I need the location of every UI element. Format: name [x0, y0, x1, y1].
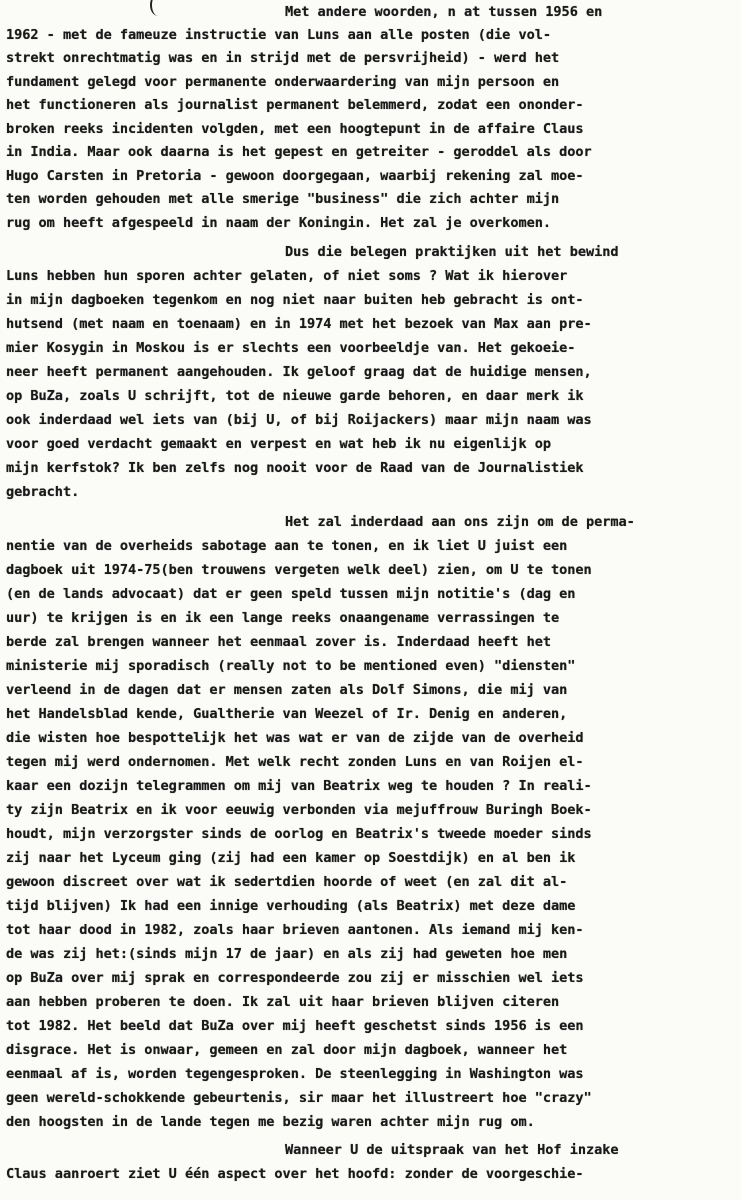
text-line: houdt, mijn verzorgster sinds de oorlog en Beatrix's tweede moeder sinds — [6, 826, 592, 842]
text-line: hutsend (met naam en toenaam) en in 1974 met het bezoek van Max aan pre- — [6, 316, 592, 332]
text-line: strekt onrechtmatig was en in strijd met de persvrijheid) - werd het — [6, 50, 560, 66]
text-line: mier Kosygin in Moskou is er slechts een voorbeeldje van. Het gekoeie- — [6, 340, 576, 356]
text-line: aan hebben proberen te doen. Ik zal uit haar brieven blijven citeren — [6, 994, 560, 1010]
text-line: (en de lands advocaat) dat er geen speld tussen mijn notitie's (dag en — [6, 586, 576, 602]
text-line: kaar een dozijn telegrammen om mij van Beatrix weg te houden ? In reali- — [6, 778, 592, 794]
text-line: het Handelsblad kende, Gualtherie van Weezel of Ir. Denig en anderen, — [6, 706, 568, 722]
text-line: op BuZa over mij sprak en correspondeerde zou zij er misschien wel iets — [6, 970, 584, 986]
text-line: den hoogsten in de lande tegen me bezig waren achter mijn rug om. — [6, 1114, 535, 1130]
text-line: die wisten hoe bespottelijk het was wat er van de zijde van de overheid — [6, 730, 584, 746]
pen-mark — [150, 0, 166, 16]
text-line: gebracht. — [6, 484, 80, 500]
text-line: tijd blijven) Ik had een innige verhouding (als Beatrix) met deze dame — [6, 898, 576, 914]
text-line: tot 1982. Het beeld dat BuZa over mij heeft geschetst sinds 1956 is een — [6, 1018, 584, 1034]
text-line: verleend in de dagen dat er mensen zaten als Dolf Simons, die mij van — [6, 682, 568, 698]
text-line: eenmaal af is, worden tegengesproken. De steenlegging in Washington was — [6, 1066, 584, 1082]
text-line: in mijn dagboeken tegenkom en nog niet naar buiten heb gebracht is ont- — [6, 292, 584, 308]
text-line: tegen mij werd ondernomen. Met welk recht zonden Luns en van Roijen el- — [6, 754, 584, 770]
text-line: berde zal brengen wanneer het eenmaal zover is. Inderdaad heeft het — [6, 634, 551, 650]
text-line: mijn kerfstok? Ik ben zelfs nog nooit voor de Raad van de Journalistiek — [6, 460, 584, 476]
text-line: geen wereld-schokkende gebeurtenis, sir maar het illustreert hoe "crazy" — [6, 1090, 592, 1106]
text-line: Hugo Carsten in Pretoria - gewoon doorgegaan, waarbij rekening zal moe- — [6, 168, 584, 184]
text-line: voor goed verdacht gemaakt en verpest en wat heb ik nu eigenlijk op — [6, 436, 551, 452]
text-line: broken reeks incidenten volgden, met een hoogtepunt in de affaire Claus — [6, 121, 584, 137]
text-line: tot haar dood in 1982, zoals haar brieven aantonen. Als iemand mij ken- — [6, 922, 584, 938]
text-line: uur) te krijgen is en ik een lange reeks onaangename verrassingen te — [6, 610, 560, 626]
text-line: op BuZa, zoals U schrijft, tot de nieuwe garde behoren, en daar merk ik — [6, 388, 584, 404]
text-line: nentie van de overheids sabotage aan te tonen, en ik liet U juist een — [6, 538, 568, 554]
text-line: gewoon discreet over wat ik sedertdien hoorde of weet (en zal dit al- — [6, 874, 568, 890]
text-line: 1962 - met de fameuze instructie van Luns aan alle posten (die vol- — [6, 27, 551, 43]
text-line: ten worden gehouden met alle smerige "business" die zich achter mijn — [6, 191, 560, 207]
text-line: Dus die belegen praktijken uit het bewind — [285, 244, 619, 260]
text-line: Met andere woorden, n at tussen 1956 en — [285, 4, 603, 20]
text-line: Het zal inderdaad aan ons zijn om de perma- — [285, 514, 635, 530]
text-line: ty zijn Beatrix en ik voor eeuwig verbonden via mejuffrouw Buringh Boek- — [6, 802, 592, 818]
text-line: dagboek uit 1974-75(ben trouwens vergeten welk deel) zien, om U te tonen — [6, 562, 592, 578]
text-line: ministerie mij sporadisch (really not to be mentioned even) "diensten" — [6, 658, 576, 674]
text-line: Luns hebben hun sporen achter gelaten, of niet soms ? Wat ik hierover — [6, 268, 568, 284]
text-line: in India. Maar ook daarna is het gepest en getreiter - geroddel als door — [6, 144, 592, 160]
text-line: Wanneer U de uitspraak van het Hof inzake — [285, 1142, 619, 1158]
text-line: zij naar het Lyceum ging (zij had een kamer op Soestdijk) en al ben ik — [6, 850, 576, 866]
text-line: neer heeft permanent aangehouden. Ik geloof graag dat de huidige mensen, — [6, 364, 592, 380]
text-line: de was zij het:(sinds mijn 17 de jaar) en als zij had geweten hoe men — [6, 946, 568, 962]
text-line: rug om heeft afgespeeld in naam der Koningin. Het zal je overkomen. — [6, 215, 551, 231]
text-line: ook inderdaad wel iets van (bij U, of bij Roijackers) maar mijn naam was — [6, 412, 592, 428]
text-line: het functioneren als journalist permanent belemmerd, zodat een ononder- — [6, 97, 584, 113]
text-line: disgrace. Het is onwaar, gemeen en zal door mijn dagboek, wanneer het — [6, 1042, 568, 1058]
text-line: Claus aanroert ziet U één aspect over het hoofd: zonder de voorgeschie- — [6, 1166, 584, 1182]
text-line: fundament gelegd voor permanente onderwaardering van mijn persoon en — [6, 74, 560, 90]
